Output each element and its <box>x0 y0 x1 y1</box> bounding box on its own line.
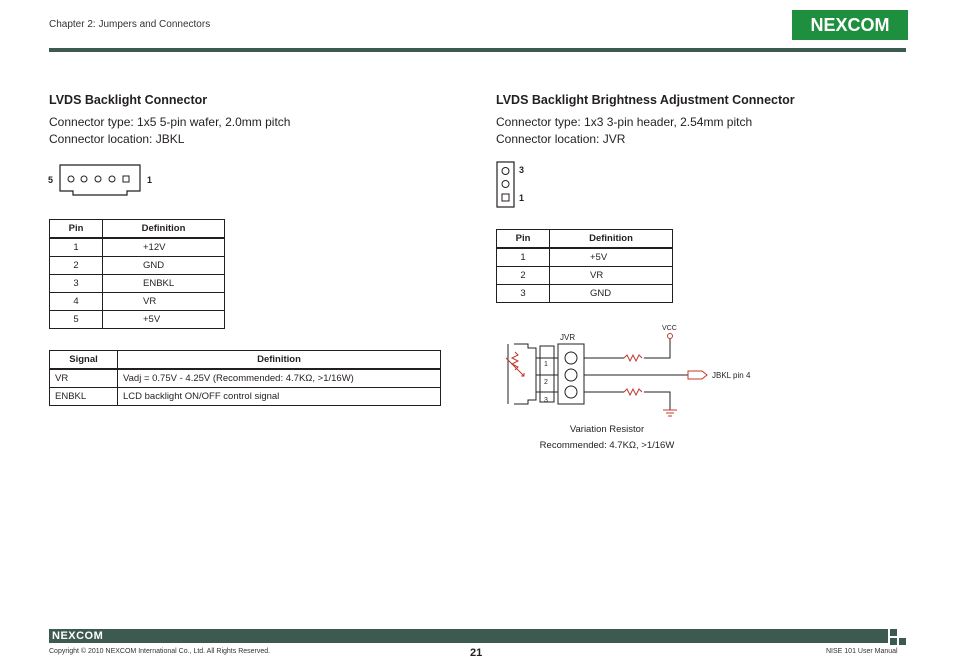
page-number: 21 <box>470 647 483 659</box>
table-cell: GND <box>550 285 673 303</box>
copyright-text: Copyright © 2010 NEXCOM International Co., Ltd. All Rights Reserved. <box>49 648 271 655</box>
table-cell: ENBKL <box>103 275 225 293</box>
table-cell: +5V <box>550 248 673 267</box>
table-header: Pin <box>497 230 550 249</box>
footer-decoration <box>899 638 906 645</box>
table-row <box>497 248 673 267</box>
table-cell: 3 <box>497 285 550 303</box>
table-row <box>50 369 441 388</box>
table-row <box>50 311 225 329</box>
caption-line2: Recommended: 4.7KΩ, >1/16W <box>539 440 675 451</box>
logo-text: NEXCOM <box>810 15 890 35</box>
table-cell: VR <box>550 267 673 285</box>
connector-location-jbkl: Connector location: JBKL <box>49 132 185 146</box>
table-header: Definition <box>103 220 225 239</box>
table-cell: GND <box>103 257 225 275</box>
jvr-header-body <box>558 344 584 404</box>
table-row <box>50 388 441 406</box>
footer-bar <box>49 629 888 643</box>
jvr-pin-table <box>496 229 673 303</box>
table-cell: +12V <box>103 238 225 257</box>
connector-location-jvr: Connector location: JVR <box>496 132 626 146</box>
jbkl-pin-table <box>49 219 225 329</box>
vcc-label: VCC <box>662 325 677 332</box>
caption-line1: Variation Resistor <box>569 424 645 435</box>
table-cell: ENBKL <box>50 388 118 406</box>
sch-pin3: 3 <box>544 397 548 404</box>
output-arrow <box>688 371 707 379</box>
ground-symbol <box>663 410 677 416</box>
table-cell: 2 <box>497 267 550 285</box>
table-cell: 5 <box>50 311 103 329</box>
table-cell: 1 <box>497 248 550 267</box>
sch-pin1: 1 <box>544 361 548 368</box>
table-row <box>50 275 225 293</box>
footer-decoration <box>890 629 897 636</box>
table-cell: Vadj = 0.75V - 4.25V (Recommended: 4.7KΩ, >1/16W) <box>118 369 441 388</box>
manual-title: NISE 101 User Manual <box>826 648 898 655</box>
jbkl-signal-table <box>49 350 441 406</box>
jbkl-pin4-label: JBKL pin 4 <box>712 371 751 380</box>
connector-type-jbkl: Connector type: 1x5 5-pin wafer, 2.0mm pitch <box>49 115 291 129</box>
table-row <box>497 267 673 285</box>
section-title-jvr: LVDS Backlight Brightness Adjustment Connector <box>496 93 795 107</box>
table-cell: LCD backlight ON/OFF control signal <box>118 388 441 406</box>
nexcom-logo <box>792 10 908 40</box>
jvr-connector-diagram <box>496 161 516 209</box>
footer-logo: NEXCOM <box>52 630 104 642</box>
pin-label-3: 3 <box>519 165 525 175</box>
jvr-label: JVR <box>560 333 576 342</box>
resistor-outline <box>514 344 536 404</box>
connector-type-jvr: Connector type: 1x3 3-pin header, 2.54mm pitch <box>496 115 753 129</box>
table-cell: +5V <box>103 311 225 329</box>
footer-decoration <box>890 638 897 645</box>
table-cell: 1 <box>50 238 103 257</box>
pin-label-5: 5 <box>48 175 54 185</box>
table-header: Pin <box>50 220 103 239</box>
pin-label-1: 1 <box>147 175 153 185</box>
table-cell: VR <box>50 369 118 388</box>
chapter-title: Chapter 2: Jumpers and Connectors <box>49 19 211 30</box>
table-cell: 4 <box>50 293 103 311</box>
pin-label-1-jvr: 1 <box>519 193 525 203</box>
table-row <box>497 285 673 303</box>
sch-pin2: 2 <box>544 379 548 386</box>
header-rule <box>49 48 906 52</box>
table-cell: 3 <box>50 275 103 293</box>
jbkl-connector-diagram <box>57 163 143 197</box>
table-header: Definition <box>550 230 673 249</box>
table-cell: 2 <box>50 257 103 275</box>
section-title-jbkl: LVDS Backlight Connector <box>49 93 208 107</box>
table-row <box>50 238 225 257</box>
table-row <box>50 257 225 275</box>
table-row <box>50 293 225 311</box>
table-header: Definition <box>118 351 441 370</box>
table-header: Signal <box>50 351 118 370</box>
brightness-schematic <box>498 318 768 418</box>
table-cell: VR <box>103 293 225 311</box>
